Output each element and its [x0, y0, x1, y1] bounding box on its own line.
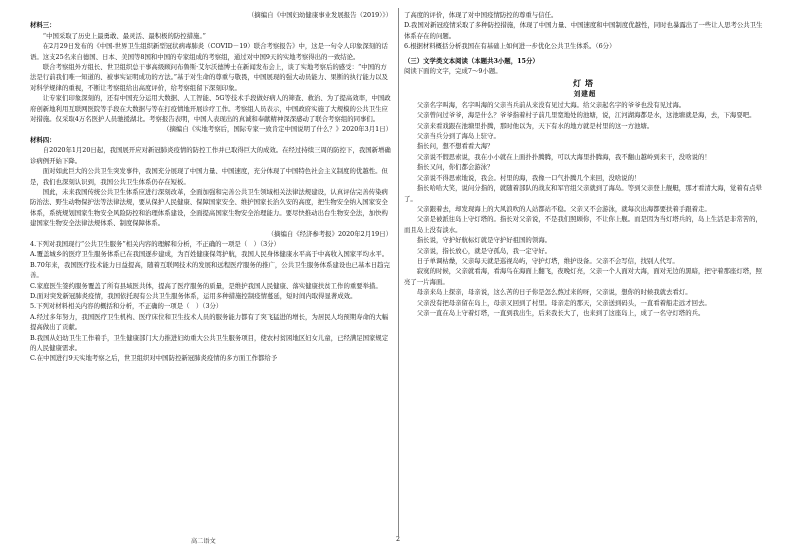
paragraph: 国此，未来我国传统公共卫生体系应进行深刻改革，全面加强和完善公共卫生领域相关法律法规建设，认真评估完善传染病防治法、野生动物保护法等法律法规，要从保护人民健康、保障国家安全、维护国家长治久安的高度，把生物安全纳入国家安全体系，系统规划国家生物安全风险防控和治理体系建设，全面提高国家生物安全治理能力。要尽快推动出台生物安全法，加快构建国家生物安全法律法规体系、制度保障体系。	[30, 187, 388, 228]
section-heading: （三）文学类文本阅读（本题共3小题，15分）	[404, 56, 539, 65]
story-paragraph: 指长又问，你们都会游泳？	[416, 163, 494, 172]
option-b: B.70年来，我国医疗技术能力日益提高，随着互联网技术的发展和远程医疗服务的推广，公共卫生服务体系建设也已基本日趋完善。	[30, 260, 390, 280]
material-heading: 材料四：	[30, 135, 56, 144]
option-c: C.家庭医生签约服务覆盖了所有县域医共体，提高了医疗服务的质量，是维护我国人民健康、落实健康扶贫工作的重要举措。	[30, 281, 382, 290]
story-paragraph: 父亲一直在岛上守着灯塔，一直到我出生，后来我长大了，也来到了这座岛上，成了一名守灯塔的兵。	[416, 308, 705, 317]
option-d: D.我国对新冠疫情采取了多种防控措施，体现了中国力量、中国速度和中国制度优越性，同时也暴露出了一些让人思考公共卫生体系存在的问题。	[404, 21, 763, 40]
story-title: 灯塔	[573, 78, 597, 89]
story-paragraph: 指长问，想不想看看大海？	[416, 142, 494, 151]
story-paragraph: 指长说，守护好航标灯就是守护好祖国的领海。	[416, 236, 551, 245]
page-number: 2	[396, 536, 400, 543]
section-instruction: 阅读下面的文字，完成7～9小题。	[404, 67, 502, 76]
story-paragraph: 母亲来岛上探亲，母亲说，这么苦的日子你是怎么熬过来的呀，父亲说，想你的时候我就去看灯。	[416, 288, 692, 297]
option-d: D.面对突发新冠肺炎疫情，我国依托现有公共卫生服务体系，运用多种措施控制疫情蔓延，短时间内取得显著成效。	[30, 291, 357, 300]
option-a: A.经过多年努力，我国医疗卫生机构、医疗床位和卫生技术人员的服务能力都有了突飞猛进的增长，为居民人均预期寿命的大幅提高做出了贡献。	[30, 312, 389, 332]
paragraph: 自2020年1月20日起，我国展开应对新冠肺炎疫情的防控工作并已取得巨大的成效。在经过持续三周的防控下，我国新增确诊病例开始下降。	[30, 146, 391, 165]
story-paragraph: 父亲是被派往岛上守灯塔的。指长对父亲说，不是我们照顾你，不让你上舰。而是因为当灯塔兵的，岛上生活是非常苦的，而且岛上没有淡水。	[404, 215, 762, 234]
paragraph: 在2月29日发布的《中国-世界卫生组织新型冠状病毒肺炎（COVID－19）联合考察报告》中，这是一句令人印象深刻的话语。这支25名来自德国、日本、美国等8国和中国的专家组成的考察组，通过对中国9天的实地考察得出的一致结论。	[30, 42, 388, 61]
material-heading: 材料三：	[30, 21, 56, 30]
paragraph: 联合考察组外方组长、世卫组织总干事高级顾问布鲁斯·艾尔沃德博士在新闻发布会上，谈了实地考察后的感受：“中国的方法是行前我们唯一知道的、被事实证明成功的方法。”基于对生命的尊重与敬畏，中国展现的强大动员能力、果断的执行能力以及对科学规律的重视，不断让考察组给出高度评价，给考察组留下深刻印象。	[30, 63, 388, 92]
column-divider	[398, 8, 399, 536]
story-paragraph: 指长哈哈大笑，说问分指的，就随着部队的战友和军官组父亲就到了海岛。等到父亲登上舰艇，那才看清大海，觉着有点晕了。	[404, 184, 762, 203]
option-a: A.覆盖城乡的医疗卫生服务体系已在我国逐步建成，为百姓健康保驾护航，我国人民身体健康水平高于中高收入国家平均水平。	[30, 250, 389, 259]
question-4: 4.下列对我国现行“公共卫生服务”相关内容的理解和分析，不正确的一项是（ ）（3分）	[30, 239, 280, 248]
question-6: 6.根据材料概括分析我国在有基础上如何进一步优化公共卫生体系。（6分）	[404, 42, 616, 51]
story-paragraph: 父亲说不假思索说，我在小小就在上面扑扑腾腾，可以大海里扑腾海，我不翻山越岭到来干，没啥说的！	[416, 152, 711, 161]
paragraph: 让专家们印象深刻的，还有中国充分运用大数据、人工智能、5G等技术手段做好病人的筛查、救治、为了提高效率，中国政府创新地利用互联网医院等手段在大数据与等在打疫情地开展诊疗工作。考察组人员表示，中国政府实施了大规模的公共卫生应对措施。仅采取4万名医护人员驰援湖北。考察报告表明，中国人表现出的真诚和奉献精神深深感动了联合考察组的同事们。	[30, 94, 391, 124]
story-author: 刘建超	[573, 90, 597, 99]
story-paragraph: 父亲当兵分到了海岛上驻守。	[416, 132, 500, 141]
story-paragraph: 父亲来看戏跟在池塘里扑腾，那时他以为，天下有水的地方就是村里的这一方池塘。	[416, 121, 654, 130]
option-c: C.在中国进行9天实地考察之后，世卫组织对中国防控新冠肺炎疫情的多方面工作都给予	[30, 354, 278, 363]
story-paragraph: 父亲跟着去，却发现海上的大风浪吹的人站都站不稳。父亲又不会游泳，就每次出海都要扶着手跟着走。	[416, 204, 711, 213]
source-note: （摘编自《经济参考报》2020年2月19日）	[267, 229, 392, 238]
story-paragraph: 父亲名字叫海，名字叫海的父亲当兵前从来没有见过大海。给父亲起名字的爷爷也没有见过海。	[416, 100, 686, 109]
option-b: B.我国从妇幼卫生工作着手，卫生健康部门大力推进妇幼重大公共卫生服务项目，使农村贫困地区妇女儿童，已经满足国家规定的人民健康需求。	[30, 333, 389, 352]
story-paragraph: 寂寞的时候，父亲就看海，看海鸟在海面上翻飞，夜晚灯亮，父亲一个人面对大海，面对无边的黑暗，把守着那座灯塔，照亮了一片海面。	[404, 267, 762, 286]
paragraph: “中国采取了历史上最勇敢、最灵活、最积极的防控措施。”	[42, 31, 206, 40]
story-paragraph: 父亲曾问过爷爷，海是什么？爷爷指着村子前几里宽地处的池塘，说，江河湖海都是水，这池塘就是海，去，下海耍吧。	[416, 111, 756, 120]
story-paragraph: 父亲说不得思索地说，我会。村里的海，我像一口气扑腾几个来回，没啥说的！	[416, 173, 641, 182]
source-note: （摘编自《中国妇幼健康事业发展报告（2019）》）	[247, 11, 392, 19]
paragraph: 面对如此巨大的公共卫生突发事件，我国充分展现了中国力量、中国速度，充分体现了中国特色社会主义制度的优越性。但是，我们也深刻认识到，我国公共卫生体系仍存在短板。	[30, 167, 388, 186]
question-5: 5.下列对材料相关内容的概括和分析，不正确的一项是（ ）（3分）	[30, 302, 223, 311]
source-note: （摘编自《实地考察后，国际专家一致肯定中国说明了什么？》2020年3月1日）	[163, 125, 392, 134]
story-paragraph: 日子单调枯燥，父亲每天就是巡视岛屿，守护灯塔，维护设备。父亲不会写信，找别人代写。	[416, 256, 679, 265]
option-c-continued: 了高度的评价，体现了对中国疫情防控的尊重与信任。	[404, 11, 558, 19]
left-column	[30, 10, 392, 364]
right-column	[404, 10, 766, 318]
story-paragraph: 父亲说，指长放心，就是守孤岛，我一定守好。	[416, 246, 551, 255]
footer-subject: 高二语文	[191, 538, 216, 545]
story-paragraph: 父亲没有把母亲留在岛上，母亲又回到了村里。母亲走的那天，父亲送到码头，一直看着船走远才回去。	[416, 298, 711, 307]
